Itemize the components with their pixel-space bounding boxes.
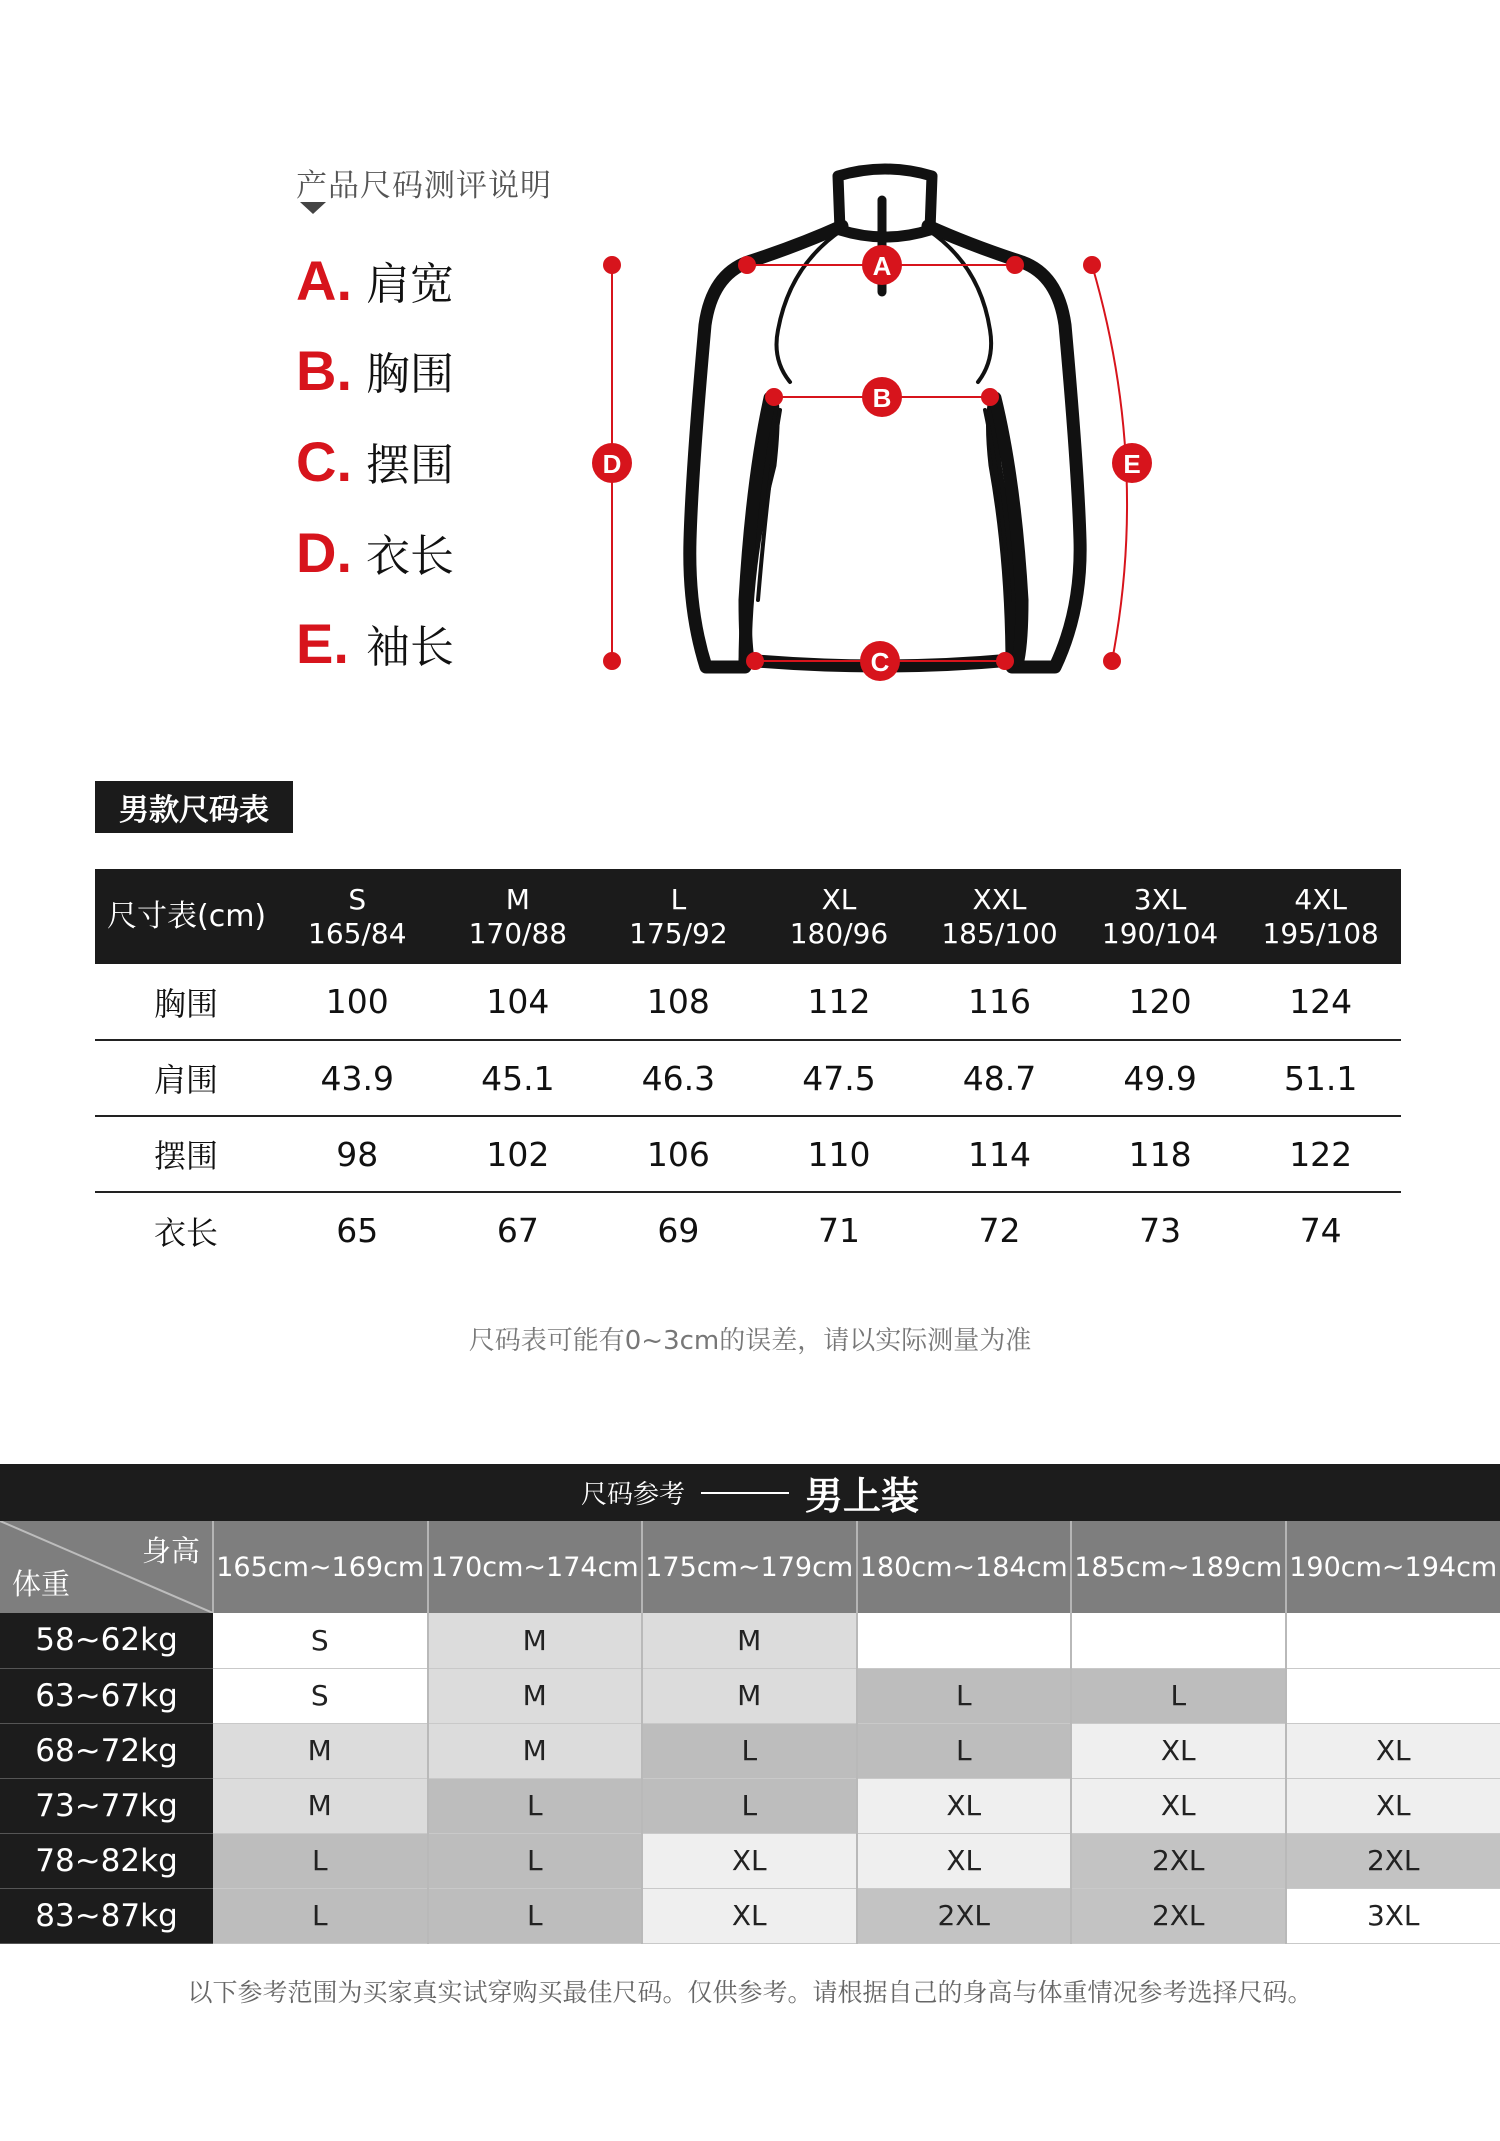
size-cell: 2XL <box>1071 1888 1286 1943</box>
table-cell: 67 <box>496 1211 539 1250</box>
svg-text:C: C <box>870 647 890 677</box>
table-row <box>95 1116 1401 1192</box>
marker-c <box>860 641 900 681</box>
height-col-header: 175cm~179cm <box>642 1521 857 1613</box>
table-cell: 47.5 <box>759 1040 920 1116</box>
size-cell: L <box>428 1888 643 1943</box>
corner-cell <box>0 1521 213 1613</box>
size-name: XL <box>821 882 857 916</box>
legend-label: 肩宽 <box>366 259 454 310</box>
row-label: 肩围 <box>95 1040 277 1116</box>
size-col-header <box>919 869 1080 964</box>
legend-letter: B. <box>296 338 352 402</box>
size-cell: M <box>428 1613 643 1668</box>
table-cell: 98 <box>277 1116 438 1192</box>
weight-row-label: 68~72kg <box>0 1723 213 1778</box>
table-cell: 65 <box>336 1211 379 1250</box>
legend-item-a <box>296 245 454 315</box>
weight-row-label: 73~77kg <box>0 1778 213 1833</box>
table-cell: 102 <box>438 1116 599 1192</box>
table-cell: 46.3 <box>598 1040 759 1116</box>
size-name: XXL <box>972 882 1027 916</box>
size-cell: S <box>213 1668 428 1723</box>
size-cell: 2XL <box>1071 1833 1286 1888</box>
size-cell: XL <box>1071 1778 1286 1833</box>
size-name: 3XL <box>1133 882 1187 916</box>
size-table-header <box>95 869 1401 964</box>
legend-letter: A. <box>296 248 352 312</box>
size-spec: 185/100 <box>941 916 1058 950</box>
size-cell: L <box>213 1833 428 1888</box>
size-cell <box>1071 1613 1286 1668</box>
size-col-header <box>1080 869 1241 964</box>
weight-row-label: 63~67kg <box>0 1668 213 1723</box>
size-name: 4XL <box>1294 882 1347 916</box>
table-row <box>95 1040 1401 1116</box>
table-cell: 120 <box>1080 964 1241 1040</box>
height-col-header: 185cm~189cm <box>1071 1521 1286 1613</box>
size-cell: L <box>857 1723 1072 1778</box>
table-cell: 72 <box>978 1211 1021 1250</box>
size-cell: S <box>213 1613 428 1668</box>
size-cell: 2XL <box>1286 1833 1500 1888</box>
weight-row-label: 83~87kg <box>0 1888 213 1943</box>
legend-label: 胸围 <box>366 349 454 400</box>
marker-b <box>862 377 902 417</box>
size-cell: XL <box>857 1833 1072 1888</box>
svg-text:A: A <box>872 251 892 281</box>
table-row <box>0 1723 1500 1778</box>
table-cell: 100 <box>277 964 438 1040</box>
height-col-header: 165cm~169cm <box>213 1521 428 1613</box>
corner-weight-label: 体重 <box>12 1567 71 1601</box>
table-cell: 114 <box>919 1116 1080 1192</box>
svg-text:E: E <box>1123 449 1141 479</box>
size-cell: XL <box>1286 1778 1500 1833</box>
table-row <box>95 964 1401 1040</box>
size-spec: 175/92 <box>629 916 728 950</box>
table-note: 尺码表可能有0~3cm的误差，请以实际测量为准 <box>468 1326 1032 1356</box>
table-cell: 112 <box>759 964 920 1040</box>
weight-row-label: 78~82kg <box>0 1833 213 1888</box>
size-cell <box>1286 1668 1500 1723</box>
table-cell: 45.1 <box>438 1040 599 1116</box>
reference-header-title: 男上装 <box>805 1474 920 1518</box>
legend-item-d <box>296 517 454 587</box>
measure-lines <box>604 257 1127 669</box>
size-cell: L <box>1071 1668 1286 1723</box>
legend-letter: D. <box>296 520 352 584</box>
height-col-header: 180cm~184cm <box>857 1521 1072 1613</box>
height-col-header: 190cm~194cm <box>1286 1521 1500 1613</box>
marker-e <box>1112 443 1152 483</box>
size-spec: 190/104 <box>1101 916 1219 950</box>
size-reference-grid <box>0 1521 1500 1944</box>
size-cell: XL <box>1071 1723 1286 1778</box>
size-spec: 180/96 <box>789 916 889 950</box>
legend-letter: C. <box>296 429 352 493</box>
size-cell: M <box>213 1723 428 1778</box>
reference-header <box>0 1464 1500 1521</box>
table-row <box>0 1668 1500 1723</box>
size-cell: M <box>213 1778 428 1833</box>
size-cell <box>857 1613 1072 1668</box>
legend-item-e <box>296 608 454 678</box>
table-cell: 43.9 <box>277 1040 438 1116</box>
jacket-diagram <box>560 150 1180 690</box>
legend-label: 摆围 <box>366 440 454 491</box>
marker-a <box>862 245 902 285</box>
table-cell: 108 <box>598 964 759 1040</box>
men-size-table-label: 男款尺码表 <box>95 781 293 833</box>
legend-label: 衣长 <box>366 531 454 582</box>
reference-grid-body <box>0 1613 1500 1943</box>
table-cell: 104 <box>438 964 599 1040</box>
table-cell: 124 <box>1240 964 1401 1040</box>
size-name: S <box>348 882 367 916</box>
reference-grid-header <box>0 1521 1500 1613</box>
size-spec: 165/84 <box>308 916 407 950</box>
table-cell: 118 <box>1080 1116 1241 1192</box>
table-cell: 106 <box>598 1116 759 1192</box>
reference-note: 以下参考范围为买家真实试穿购买最佳尺码。仅供参考。请根据自己的身高与体重情况参考选择尺码。 <box>187 1978 1313 2007</box>
table-cell: 73 <box>1139 1211 1182 1250</box>
row-label: 衣长 <box>153 1213 218 1252</box>
table-row <box>0 1778 1500 1833</box>
size-cell: 2XL <box>857 1888 1072 1943</box>
table-cell: 49.9 <box>1080 1040 1241 1116</box>
row-label: 摆围 <box>95 1116 277 1192</box>
size-col-header <box>759 869 920 964</box>
size-col-header <box>438 869 599 964</box>
reference-header-small: 尺码参考 <box>580 1480 685 1510</box>
svg-text:D: D <box>602 449 622 479</box>
legend-letter: E. <box>296 611 349 675</box>
header-divider <box>701 1492 789 1494</box>
size-cell: L <box>642 1778 857 1833</box>
table-cell: 48.7 <box>919 1040 1080 1116</box>
legend-item-c <box>296 426 454 496</box>
table-cell: 74 <box>1299 1211 1342 1250</box>
legend-item-b <box>296 335 454 405</box>
size-col-header <box>1240 869 1401 964</box>
size-cell: L <box>857 1668 1072 1723</box>
size-cell: L <box>642 1723 857 1778</box>
table-row <box>0 1613 1500 1668</box>
size-name: L <box>670 882 687 916</box>
table-cell: 116 <box>919 964 1080 1040</box>
table-cell: 71 <box>817 1211 860 1250</box>
size-cell: L <box>428 1833 643 1888</box>
table-row <box>95 1192 1401 1268</box>
corner-height-label: 身高 <box>141 1534 200 1568</box>
table-row <box>0 1888 1500 1943</box>
legend-label: 袖长 <box>366 622 454 673</box>
size-cell: 3XL <box>1286 1888 1500 1943</box>
size-cell: XL <box>857 1778 1072 1833</box>
table-cell: 51.1 <box>1240 1040 1401 1116</box>
size-cell: M <box>642 1668 857 1723</box>
table-row <box>0 1833 1500 1888</box>
weight-row-label: 58~62kg <box>0 1613 213 1668</box>
size-col-header <box>277 869 438 964</box>
size-spec: 195/108 <box>1262 916 1379 950</box>
size-cell: XL <box>1286 1723 1500 1778</box>
size-spec: 170/88 <box>468 916 568 950</box>
guide-title: 产品尺码测评说明 <box>296 168 552 204</box>
table-cell: 69 <box>657 1211 700 1250</box>
size-cell: XL <box>642 1888 857 1943</box>
men-size-table <box>95 869 1401 1268</box>
marker-d <box>592 443 632 483</box>
jacket-outline <box>690 169 1080 667</box>
row-label: 胸围 <box>95 964 277 1040</box>
size-cell: L <box>213 1888 428 1943</box>
height-col-header: 170cm~174cm <box>428 1521 643 1613</box>
size-cell: L <box>428 1778 643 1833</box>
caret-down-icon <box>300 202 326 214</box>
header-label: 尺寸表(cm) <box>107 898 267 934</box>
svg-text:B: B <box>872 383 892 413</box>
table-cell: 122 <box>1240 1116 1401 1192</box>
size-cell: XL <box>642 1833 857 1888</box>
size-name: M <box>505 882 530 916</box>
size-col-header <box>598 869 759 964</box>
size-cell: M <box>428 1668 643 1723</box>
size-cell: M <box>428 1723 643 1778</box>
size-table-body <box>95 964 1401 1268</box>
size-cell: M <box>642 1613 857 1668</box>
table-cell: 110 <box>759 1116 920 1192</box>
size-cell <box>1286 1613 1500 1668</box>
